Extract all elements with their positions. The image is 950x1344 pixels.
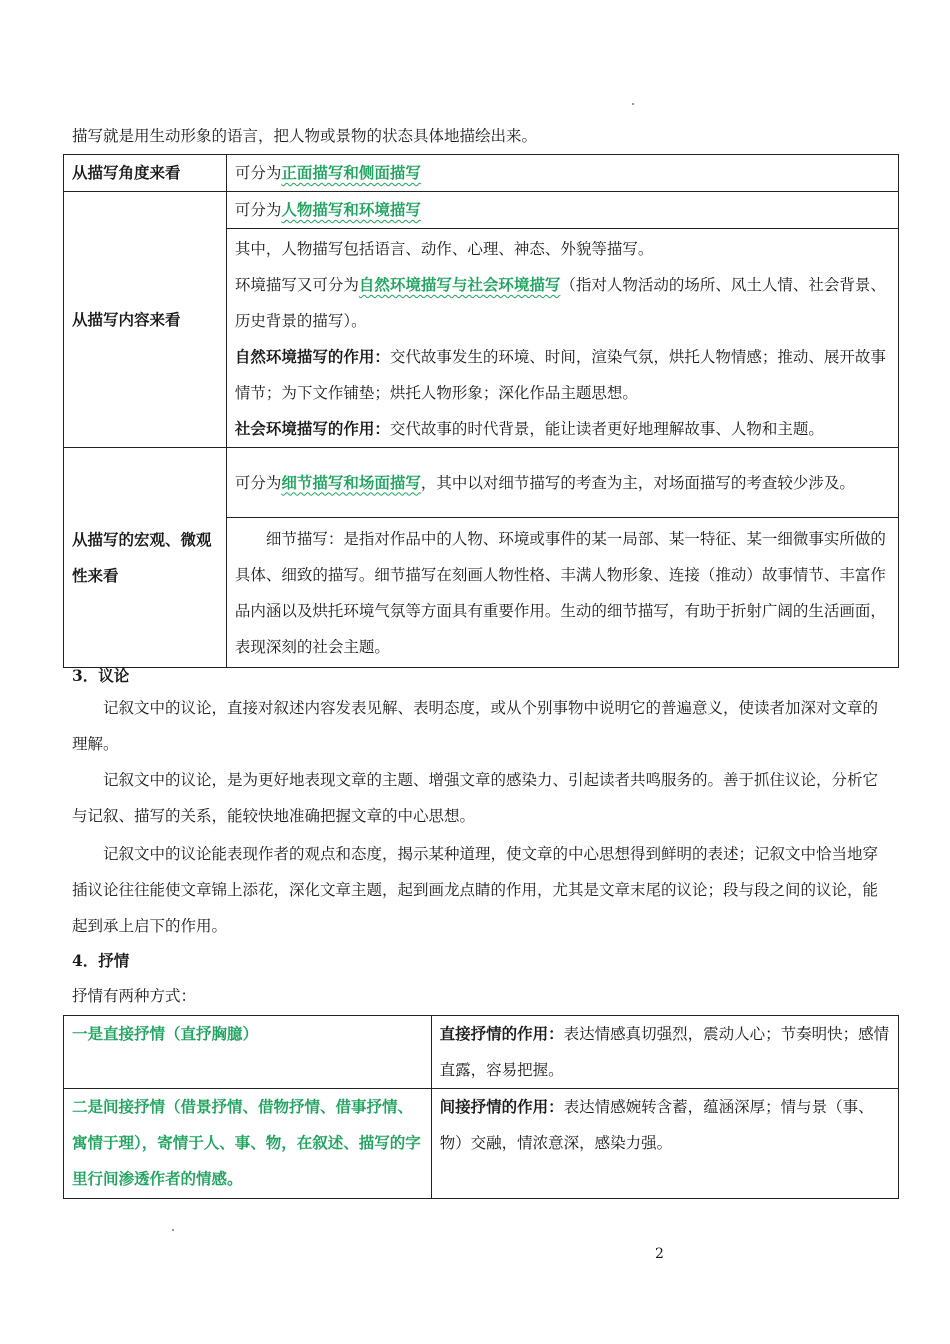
row-content — [226, 518, 898, 668]
highlight-term: 自然环境描写与社会环境描写 — [358, 275, 561, 294]
table-row — [64, 448, 899, 518]
detail-desc: 细节描写：是指对作品中的人物、环境或事件的某一局部、某一特征、某一细微事实所做的具体、细致的描写。细节描写在刻画人物性格、丰满人物形象、连接（推动）故事情节、丰富作品内涵以及烘托环境气氛等方面具有重要作用。生动的细节描写，有助于折射广阔的生活画面，表现深刻的社会主题。 — [234, 529, 886, 656]
row-content: 可分为细节描写和场面描写，其中以对细节描写的考查为主，对场面描写的考查较少涉及。 — [226, 448, 898, 518]
row-head: 从描写角度来看 — [64, 155, 227, 192]
env-desc: 环境描写又可分为自然环境描写与社会环境描写（指对人物活动的场所、风土人情、社会背景、历史背景的描写）。 — [234, 275, 886, 330]
row-head: 从描写内容来看 — [64, 192, 227, 448]
scan-dot — [632, 103, 634, 105]
section-3-p2: 记叙文中的议论，是为更好地表现文章的主题、增强文章的感染力、引起读者共鸣服务的。善于抓住议论，分析它与记叙、描写的关系，能较快地准确把握文章的中心思想。 — [72, 771, 879, 825]
description-table — [63, 154, 899, 668]
table-row — [64, 155, 899, 192]
section-3-p1: 记叙文中的议论，直接对叙述内容发表见解、表明态度，或从个别事物中说明它的普遍意义，使读者加深对文章的理解。 — [72, 699, 879, 753]
row-head: 从描写的宏观、微观性来看 — [64, 448, 227, 668]
indirect-lyric-effect: 间接抒情的作用：表达情感婉转含蓄，蕴涵深厚；情与景（事、物）交融，情浓意深，感染力强。 — [431, 1089, 898, 1199]
table-row — [64, 1089, 899, 1199]
highlight-term: 人物描写和环境描写 — [281, 200, 421, 219]
lyric-table — [63, 1015, 899, 1199]
indirect-lyric-cell: 二是间接抒情（借景抒情、借物抒情、借事抒情、寓情于理），寄情于人、事、物，在叙述、描写的字里行间渗透作者的情感。 — [64, 1089, 432, 1199]
row-content — [226, 229, 898, 448]
section-3-title: 3．议论 — [72, 666, 130, 685]
highlight-term: 细节描写和场面描写 — [281, 472, 421, 492]
direct-lyric-effect: 直接抒情的作用：表达情感真切强烈，震动人心；节奏明快；感情直露，容易把握。 — [431, 1016, 898, 1089]
social-env-effect: 社会环境描写的作用：交代故事的时代背景，能让读者更好地理解故事、人物和主题。 — [234, 419, 824, 438]
natural-env-effect: 自然环境描写的作用：交代故事发生的环境、时间，渲染气氛，烘托人物情感；推动、展开故事情节；为下文作铺垫；烘托人物形象；深化作品主题思想。 — [234, 347, 886, 402]
intro-paragraph: 描写就是用生动形象的语言，把人物或景物的状态具体地描绘出来。 — [72, 127, 538, 145]
row-content: 可分为正面描写和侧面描写 — [226, 155, 898, 192]
direct-lyric-cell: 一是直接抒情（直抒胸臆） — [64, 1016, 432, 1089]
section-4-intro: 抒情有两种方式： — [72, 987, 197, 1005]
table-row — [64, 192, 899, 229]
row-content: 可分为人物描写和环境描写 — [226, 192, 898, 229]
page-number: 2 — [655, 1246, 664, 1262]
table-row — [64, 1016, 899, 1089]
character-desc: 其中，人物描写包括语言、动作、心理、神态、外貌等描写。 — [234, 240, 654, 258]
highlight-term: 正面描写和侧面描写 — [281, 163, 421, 182]
section-4-title: 4．抒情 — [72, 951, 130, 970]
scan-dot — [172, 1229, 174, 1231]
section-3-p3: 记叙文中的议论能表现作者的观点和态度，揭示某种道理，使文章的中心思想得到鲜明的表述；记叙文中恰当地穿插议论往往能使文章锦上添花，深化文章主题，起到画龙点睛的作用，尤其是文章末尾的议论；段与段之间的议论，能起到承上启下的作用。 — [72, 845, 879, 935]
